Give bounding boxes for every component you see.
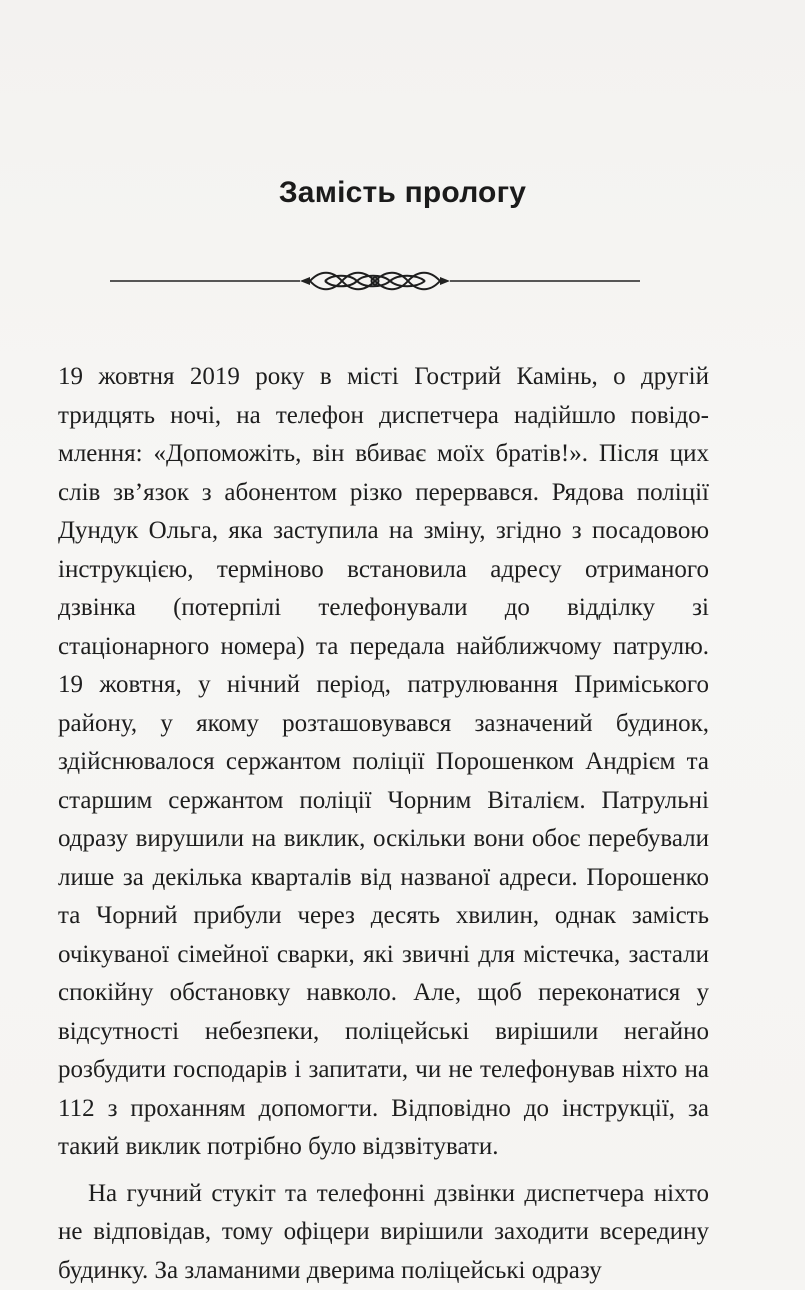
chapter-title: Замість прологу	[0, 176, 805, 210]
paragraph-1: 19 жовтня 2019 року в місті Гострий Камінь, о другій тридцять ночі, на телефон диспетчера надійшло повідомлення: «Допоможіть, він вбиває моїх братів!». Після цих слів зв’язок з абонентом різко перервався. Рядова поліції Дундук Ольга, яка заступила на зміну, згідно з посадовою інструкцією, терміново встановила адресу отриманого дзвінка (потерпілі телефонували до відділку зі стаціонарного номера) та передала найближчому патрулю. 19 жовтня, у нічний період, патрулювання Приміського району, у якому розташовувався зазначений будинок, здійснювалося сержантом поліції Порошенком Андрієм та старшим сержантом поліції Чорним Віталієм. Патрульні одразу вирушили на виклик, оскільки вони обоє перебували лише за декілька кварталів від названої адреси. Порошенко та Чорний прибули через десять хвилин, однак замість очікуваної сімейної сварки, які звичні для містечка, застали спокійну обстановку навколо. Але, щоб переконатися у відсутності небезпеки, поліцейські вирішили негайно розбудити господарів і запитати, чи не телефонував ніхто на 112 з проханням допомогти. Відповідно до інструкції, за такий виклик потрібно було відзвітувати.	[58, 358, 709, 1167]
ornament-knot-icon	[310, 273, 440, 290]
paragraph-2: На гучний стукіт та телефонні дзвінки диспетчера ніхто не відповідав, тому офіцери вирішили заходити всередину будинку. За зламаними дверима поліцейські одразу	[58, 1175, 709, 1290]
body-text	[58, 358, 709, 1290]
ornament-divider	[110, 266, 640, 296]
